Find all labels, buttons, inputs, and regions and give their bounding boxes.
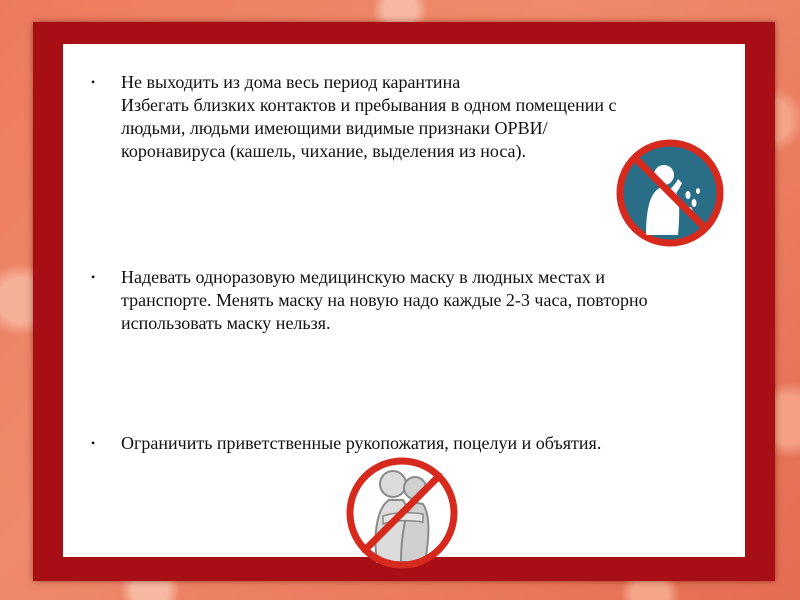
list-item-text: Надевать одноразовую медицинскую маску в людных местах и транспорте. Менять маску на новую надо каждые 2-3 часа, повторно использовать маску нельзя. [121, 267, 648, 333]
list-item [91, 432, 715, 455]
no-hugging-icon [343, 454, 461, 577]
bullet: • [91, 436, 96, 450]
bullet: • [91, 75, 96, 89]
list-item-text: Не выходить из дома весь период карантина Избегать близких контактов и пребывания в одном помещении с людьми, людьми имеющими видимые признаки ОРВИ/ коронавируса (кашель, чихание, выделения из носа). [121, 72, 617, 161]
bullet: • [91, 270, 96, 284]
content-panel [63, 44, 745, 557]
list-item [91, 266, 715, 335]
slide-frame [33, 22, 775, 581]
no-sneezing-icon [616, 139, 724, 252]
list-item-text: Ограничить приветственные рукопожатия, поцелуи и объятия. [121, 433, 602, 453]
